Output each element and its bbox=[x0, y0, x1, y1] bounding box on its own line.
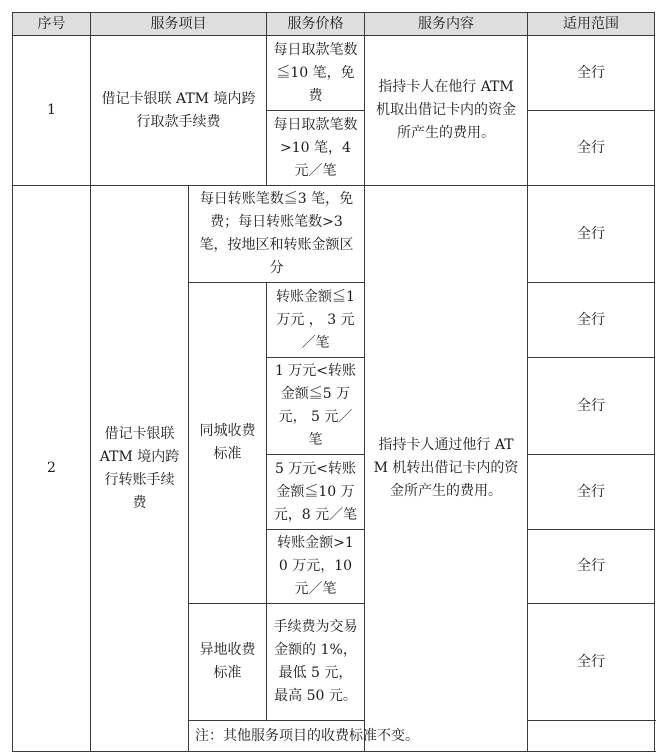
row2-item: 借记卡银联 ATM 境内跨行转账手续费 bbox=[91, 186, 189, 752]
table-row bbox=[13, 36, 655, 111]
row2-price-top: 每日转账笔数≦3 笔，免费；每日转账笔数>3 笔，按地区和转账金额区分 bbox=[189, 186, 365, 283]
header-price: 服务价格 bbox=[267, 13, 365, 36]
row2-scope-3: 全行 bbox=[528, 358, 655, 455]
row2-same-city-tier-4: 转账金额>10 万元，10 元／笔 bbox=[267, 530, 365, 604]
row1-price-b: 每日取款笔数>10 笔，4 元／笔 bbox=[267, 111, 365, 186]
row1-scope-a: 全行 bbox=[528, 36, 655, 111]
row2-content: 指持卡人通过他行 ATM 机转出借记卡内的资金所产生的费用。 bbox=[365, 186, 528, 752]
header-item: 服务项目 bbox=[91, 13, 267, 36]
header-row bbox=[13, 13, 655, 36]
row2-scope-1: 全行 bbox=[528, 186, 655, 283]
row2-same-city-tier-2: 1 万元<转账金额≦5 万元， 5 元／笔 bbox=[267, 358, 365, 455]
table-row bbox=[13, 186, 655, 283]
row2-scope-2: 全行 bbox=[528, 283, 655, 358]
row2-scope-4: 全行 bbox=[528, 455, 655, 530]
header-no: 序号 bbox=[13, 13, 91, 36]
row2-other-city-price: 手续费为交易金额的 1%，最低 5 元，最高 50 元。 bbox=[267, 604, 365, 721]
row2-same-city-tier-3: 5 万元<转账金额≦10 万元，8 元／笔 bbox=[267, 455, 365, 530]
header-content: 服务内容 bbox=[365, 13, 528, 36]
row2-no: 2 bbox=[13, 186, 91, 752]
header-scope: 适用范围 bbox=[528, 13, 655, 36]
row2-scope-6: 全行 bbox=[528, 604, 655, 721]
fee-table bbox=[12, 12, 655, 752]
row1-content: 指持卡人在他行 ATM 机取出借记卡内的资金所产生的费用。 bbox=[365, 36, 528, 186]
row2-same-city-tier-1: 转账金额≦1 万元 ， 3 元／笔 bbox=[267, 283, 365, 358]
row1-scope-b: 全行 bbox=[528, 111, 655, 186]
row1-item: 借记卡银联 ATM 境内跨行取款手续费 bbox=[91, 36, 267, 186]
row2-same-city-label: 同城收费标准 bbox=[189, 283, 267, 604]
row2-other-city-label: 异地收费标准 bbox=[189, 604, 267, 721]
row1-price-a: 每日取款笔数≦10 笔，免费 bbox=[267, 36, 365, 111]
row2-scope-5: 全行 bbox=[528, 530, 655, 604]
table-note: 注：其他服务项目的收费标准不变。 bbox=[189, 721, 655, 752]
row1-no: 1 bbox=[13, 36, 91, 186]
